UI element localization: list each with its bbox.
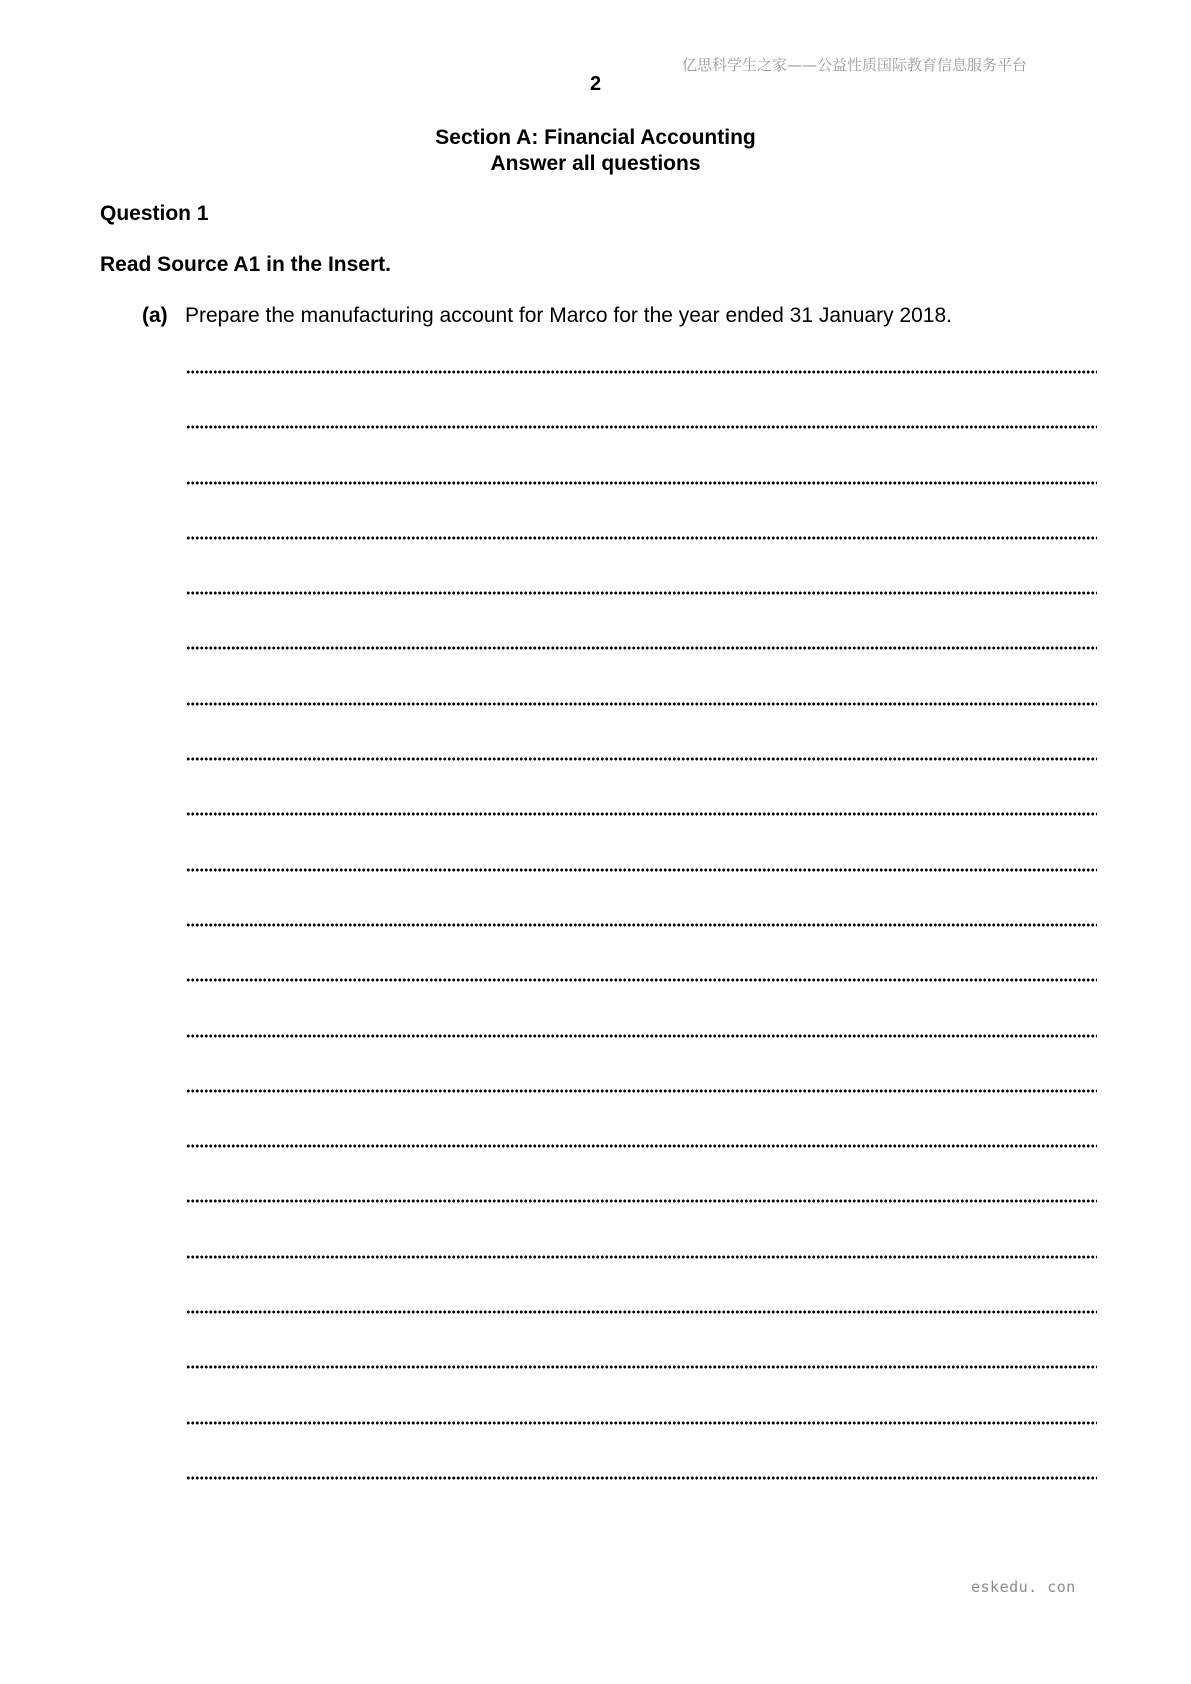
watermark-bottom: eskedu. con (971, 1578, 1076, 1596)
part-label: (a) (142, 304, 168, 327)
answer-line[interactable] (186, 1144, 1097, 1148)
answer-line[interactable] (186, 923, 1097, 927)
answer-line[interactable] (186, 536, 1097, 540)
answer-line[interactable] (186, 757, 1097, 761)
section-heading (0, 125, 1191, 177)
part-text: Prepare the manufacturing account for Marco for the year ended 31 January 2018. (185, 304, 952, 327)
answer-line[interactable] (186, 1310, 1097, 1314)
answer-line[interactable] (186, 1034, 1097, 1038)
question-instruction: Read Source A1 in the Insert. (100, 253, 391, 276)
answer-line[interactable] (186, 425, 1097, 429)
answer-line[interactable] (186, 646, 1097, 650)
answer-line[interactable] (186, 481, 1097, 485)
question-part-a (142, 304, 952, 328)
section-subtitle: Answer all questions (490, 152, 701, 175)
answer-line[interactable] (186, 1255, 1097, 1259)
page-number: 2 (589, 73, 602, 95)
answer-line[interactable] (186, 1089, 1097, 1093)
answer-line[interactable] (186, 1476, 1097, 1480)
answer-line[interactable] (186, 1199, 1097, 1203)
answer-line[interactable] (186, 868, 1097, 872)
answer-line[interactable] (186, 978, 1097, 982)
answer-line[interactable] (186, 591, 1097, 595)
answer-line[interactable] (186, 702, 1097, 706)
section-title: Section A: Financial Accounting (435, 126, 756, 149)
answer-line[interactable] (186, 1365, 1097, 1369)
answer-line[interactable] (186, 1421, 1097, 1425)
answer-line[interactable] (186, 370, 1097, 374)
answer-area[interactable] (186, 370, 1097, 1531)
question-title: Question 1 (100, 202, 209, 225)
watermark-top: 亿思科学生之家——公益性质国际教育信息服务平台 (682, 56, 1028, 74)
answer-line[interactable] (186, 812, 1097, 816)
